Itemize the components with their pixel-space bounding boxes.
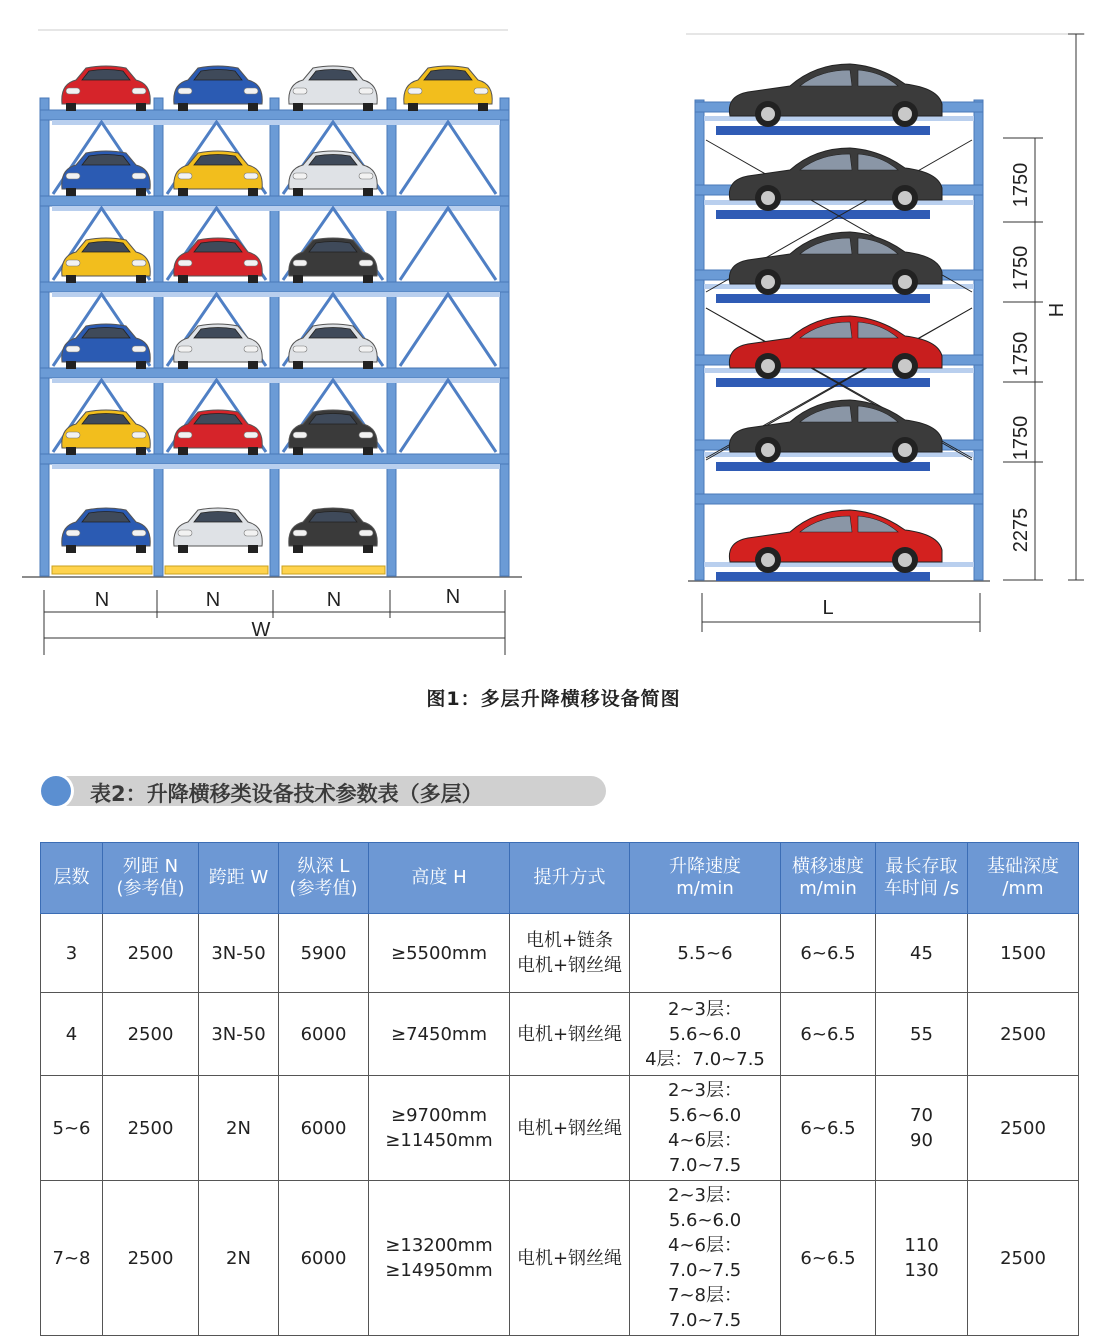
cell-text: 电机+链条	[525, 930, 614, 951]
table-cell	[199, 993, 279, 1076]
cell-text: 2N	[226, 1247, 251, 1269]
column-header	[630, 843, 781, 914]
table-cell	[630, 914, 781, 993]
cell-text: 5~6	[52, 1117, 91, 1139]
table-cell	[781, 993, 876, 1076]
table-cell	[279, 1076, 369, 1181]
cell-text: 110	[904, 1235, 939, 1256]
column-header	[781, 843, 876, 914]
pallet	[716, 210, 930, 219]
table-cell	[876, 914, 968, 993]
h-label: H	[1046, 302, 1068, 318]
table-cell	[968, 914, 1079, 993]
table-cell	[781, 1181, 876, 1336]
l-label: L	[822, 597, 834, 619]
table-cell	[510, 1076, 630, 1181]
spec-table	[40, 842, 1079, 1336]
cell-text: 6000	[300, 1117, 347, 1139]
table-cell	[781, 914, 876, 993]
cell-text: ≥9700mm	[391, 1105, 487, 1126]
pallet-rail	[704, 284, 974, 289]
table-cell	[630, 1076, 781, 1181]
table-cell	[630, 993, 781, 1076]
cell-text: 2500	[127, 942, 174, 964]
figure-caption: 图1：多层升降横移设备简图	[426, 688, 681, 710]
cell-text: 55	[910, 1023, 933, 1045]
cell-text: 2500	[1000, 1117, 1046, 1139]
cell-text: 6000	[300, 1023, 347, 1045]
table-row	[41, 1181, 1079, 1336]
table-cell	[199, 914, 279, 993]
column-header	[41, 843, 103, 914]
column-header-text: 车时间 /s	[883, 878, 960, 899]
table-cell	[103, 1076, 199, 1181]
table-cell	[279, 1181, 369, 1336]
cell-text: ≥7450mm	[391, 1023, 487, 1045]
pallet-rail	[704, 368, 974, 373]
n-label: N	[445, 586, 461, 608]
column-header-text: 提升方式	[533, 867, 606, 888]
table-cell	[968, 1076, 1079, 1181]
table-cell	[369, 993, 510, 1076]
table-row	[41, 1076, 1079, 1181]
cell-text: 电机+钢丝绳	[516, 955, 623, 976]
table-cell	[876, 1076, 968, 1181]
cell-text: 6~6.5	[800, 942, 856, 964]
spacing-label: 2275	[1010, 507, 1032, 553]
n-label: N	[205, 589, 221, 611]
cell-text: 4~6层：7.0~7.5	[668, 1130, 742, 1176]
cell-text: 4	[65, 1023, 78, 1045]
frame-post	[974, 100, 983, 580]
pallet	[716, 572, 930, 581]
table-cell	[968, 1181, 1079, 1336]
table-cell	[103, 993, 199, 1076]
cell-text: 2500	[1000, 1023, 1046, 1045]
column-header-text: 最长存取	[885, 856, 958, 877]
cell-text: 电机+钢丝绳	[516, 1117, 623, 1139]
column-header-text: 纵深 L	[297, 856, 350, 877]
cell-text: 电机+钢丝绳	[516, 1023, 623, 1045]
cell-text: 90	[910, 1130, 933, 1151]
column-header-text: 基础深度	[987, 856, 1059, 877]
table-cell	[279, 914, 369, 993]
cell-text: 2~3层：5.6~6.0	[668, 1185, 742, 1231]
cell-text: 1500	[1000, 942, 1046, 964]
spacing-label: 1750	[1010, 162, 1032, 208]
table-cell	[279, 993, 369, 1076]
cell-text: 6~6.5	[800, 1023, 856, 1045]
table-cell	[41, 914, 103, 993]
table-cell	[199, 1076, 279, 1181]
table-cell	[41, 1076, 103, 1181]
table-cell	[369, 914, 510, 993]
table-cell	[876, 1181, 968, 1336]
cell-text: 2500	[1000, 1247, 1046, 1269]
cell-text: 5900	[300, 942, 347, 964]
cell-text: ≥11450mm	[385, 1130, 493, 1151]
column-header-text: 跨距 W	[208, 867, 269, 888]
cell-text: 2~3层：5.6~6.0	[668, 1080, 742, 1126]
cell-text: 2N	[226, 1117, 251, 1139]
table-cell	[369, 1181, 510, 1336]
pallet-rail	[704, 116, 974, 121]
column-header-text: 升降速度	[669, 856, 741, 877]
cell-text: 2500	[127, 1247, 174, 1269]
cell-text: 6000	[300, 1247, 347, 1269]
column-header	[876, 843, 968, 914]
cell-text: ≥14950mm	[385, 1260, 493, 1281]
frame-post	[695, 100, 704, 580]
spacing-label: 1750	[1010, 245, 1032, 291]
table-cell	[968, 993, 1079, 1076]
column-header-text: 横移速度	[792, 856, 864, 877]
column-header	[103, 843, 199, 914]
column-header-text: m/min	[799, 878, 857, 899]
n-label: N	[94, 589, 110, 611]
cell-text: 6~6.5	[800, 1247, 856, 1269]
frame-beam	[695, 494, 983, 504]
cell-text: 电机+钢丝绳	[516, 1247, 623, 1269]
cell-text: 130	[904, 1260, 939, 1281]
spacing-label: 1750	[1010, 331, 1032, 377]
cell-text: ≥5500mm	[391, 942, 487, 964]
column-header	[279, 843, 369, 914]
table-cell	[41, 993, 103, 1076]
table-row	[41, 993, 1079, 1076]
table-cell	[630, 1181, 781, 1336]
table-cell	[781, 1076, 876, 1181]
table-cell	[103, 914, 199, 993]
table-cell	[199, 1181, 279, 1336]
table-cell	[41, 1181, 103, 1336]
column-header	[369, 843, 510, 914]
section-title: 表2：升降横移类设备技术参数表（多层）	[90, 782, 483, 806]
cell-text: 7~8	[52, 1247, 91, 1269]
pallet	[716, 462, 930, 471]
column-header-text: (参考值)	[116, 878, 185, 899]
cell-text: 2500	[127, 1117, 174, 1139]
cell-text: 5.5~6	[677, 942, 733, 964]
column-header	[968, 843, 1079, 914]
pallet-rail	[704, 452, 974, 457]
column-header-text: m/min	[676, 878, 734, 899]
pallet-rail	[704, 562, 974, 567]
column-header-text: 高度 H	[411, 867, 467, 888]
column-header-text: 层数	[53, 867, 90, 888]
table-cell	[876, 993, 968, 1076]
column-header	[199, 843, 279, 914]
w-label: W	[251, 619, 271, 641]
column-header-text: /mm	[1002, 878, 1044, 899]
cell-text: 7~8层：7.0~7.5	[668, 1285, 742, 1331]
table-cell	[369, 1076, 510, 1181]
column-header	[510, 843, 630, 914]
cell-text: 2~3层：5.6~6.0	[668, 998, 742, 1045]
table-cell	[510, 914, 630, 993]
bullet-dot-icon	[38, 773, 74, 809]
pallet-rail	[704, 200, 974, 205]
cell-text: ≥13200mm	[385, 1235, 493, 1256]
column-header-text: (参考值)	[289, 878, 358, 899]
table-cell	[103, 1181, 199, 1336]
column-header-text: 列距 N	[122, 856, 179, 877]
spacing-label: 1750	[1010, 415, 1032, 461]
n-label: N	[326, 589, 342, 611]
cell-text: 3N-50	[211, 1023, 266, 1045]
cell-text: 70	[910, 1105, 933, 1126]
cell-text: 4~6层：7.0~7.5	[668, 1235, 742, 1281]
cell-text: 4层：7.0~7.5	[645, 1048, 765, 1070]
table-cell	[510, 1181, 630, 1336]
cell-text: 2500	[127, 1023, 174, 1045]
table-header-row	[41, 843, 1079, 914]
cell-text: 3	[65, 942, 78, 964]
pallet	[716, 378, 930, 387]
cell-text: 3N-50	[211, 942, 266, 964]
cell-text: 45	[910, 942, 933, 964]
table-row	[41, 914, 1079, 993]
pallet	[716, 294, 930, 303]
table-cell	[510, 993, 630, 1076]
pallet	[716, 126, 930, 135]
cell-text: 6~6.5	[800, 1117, 856, 1139]
